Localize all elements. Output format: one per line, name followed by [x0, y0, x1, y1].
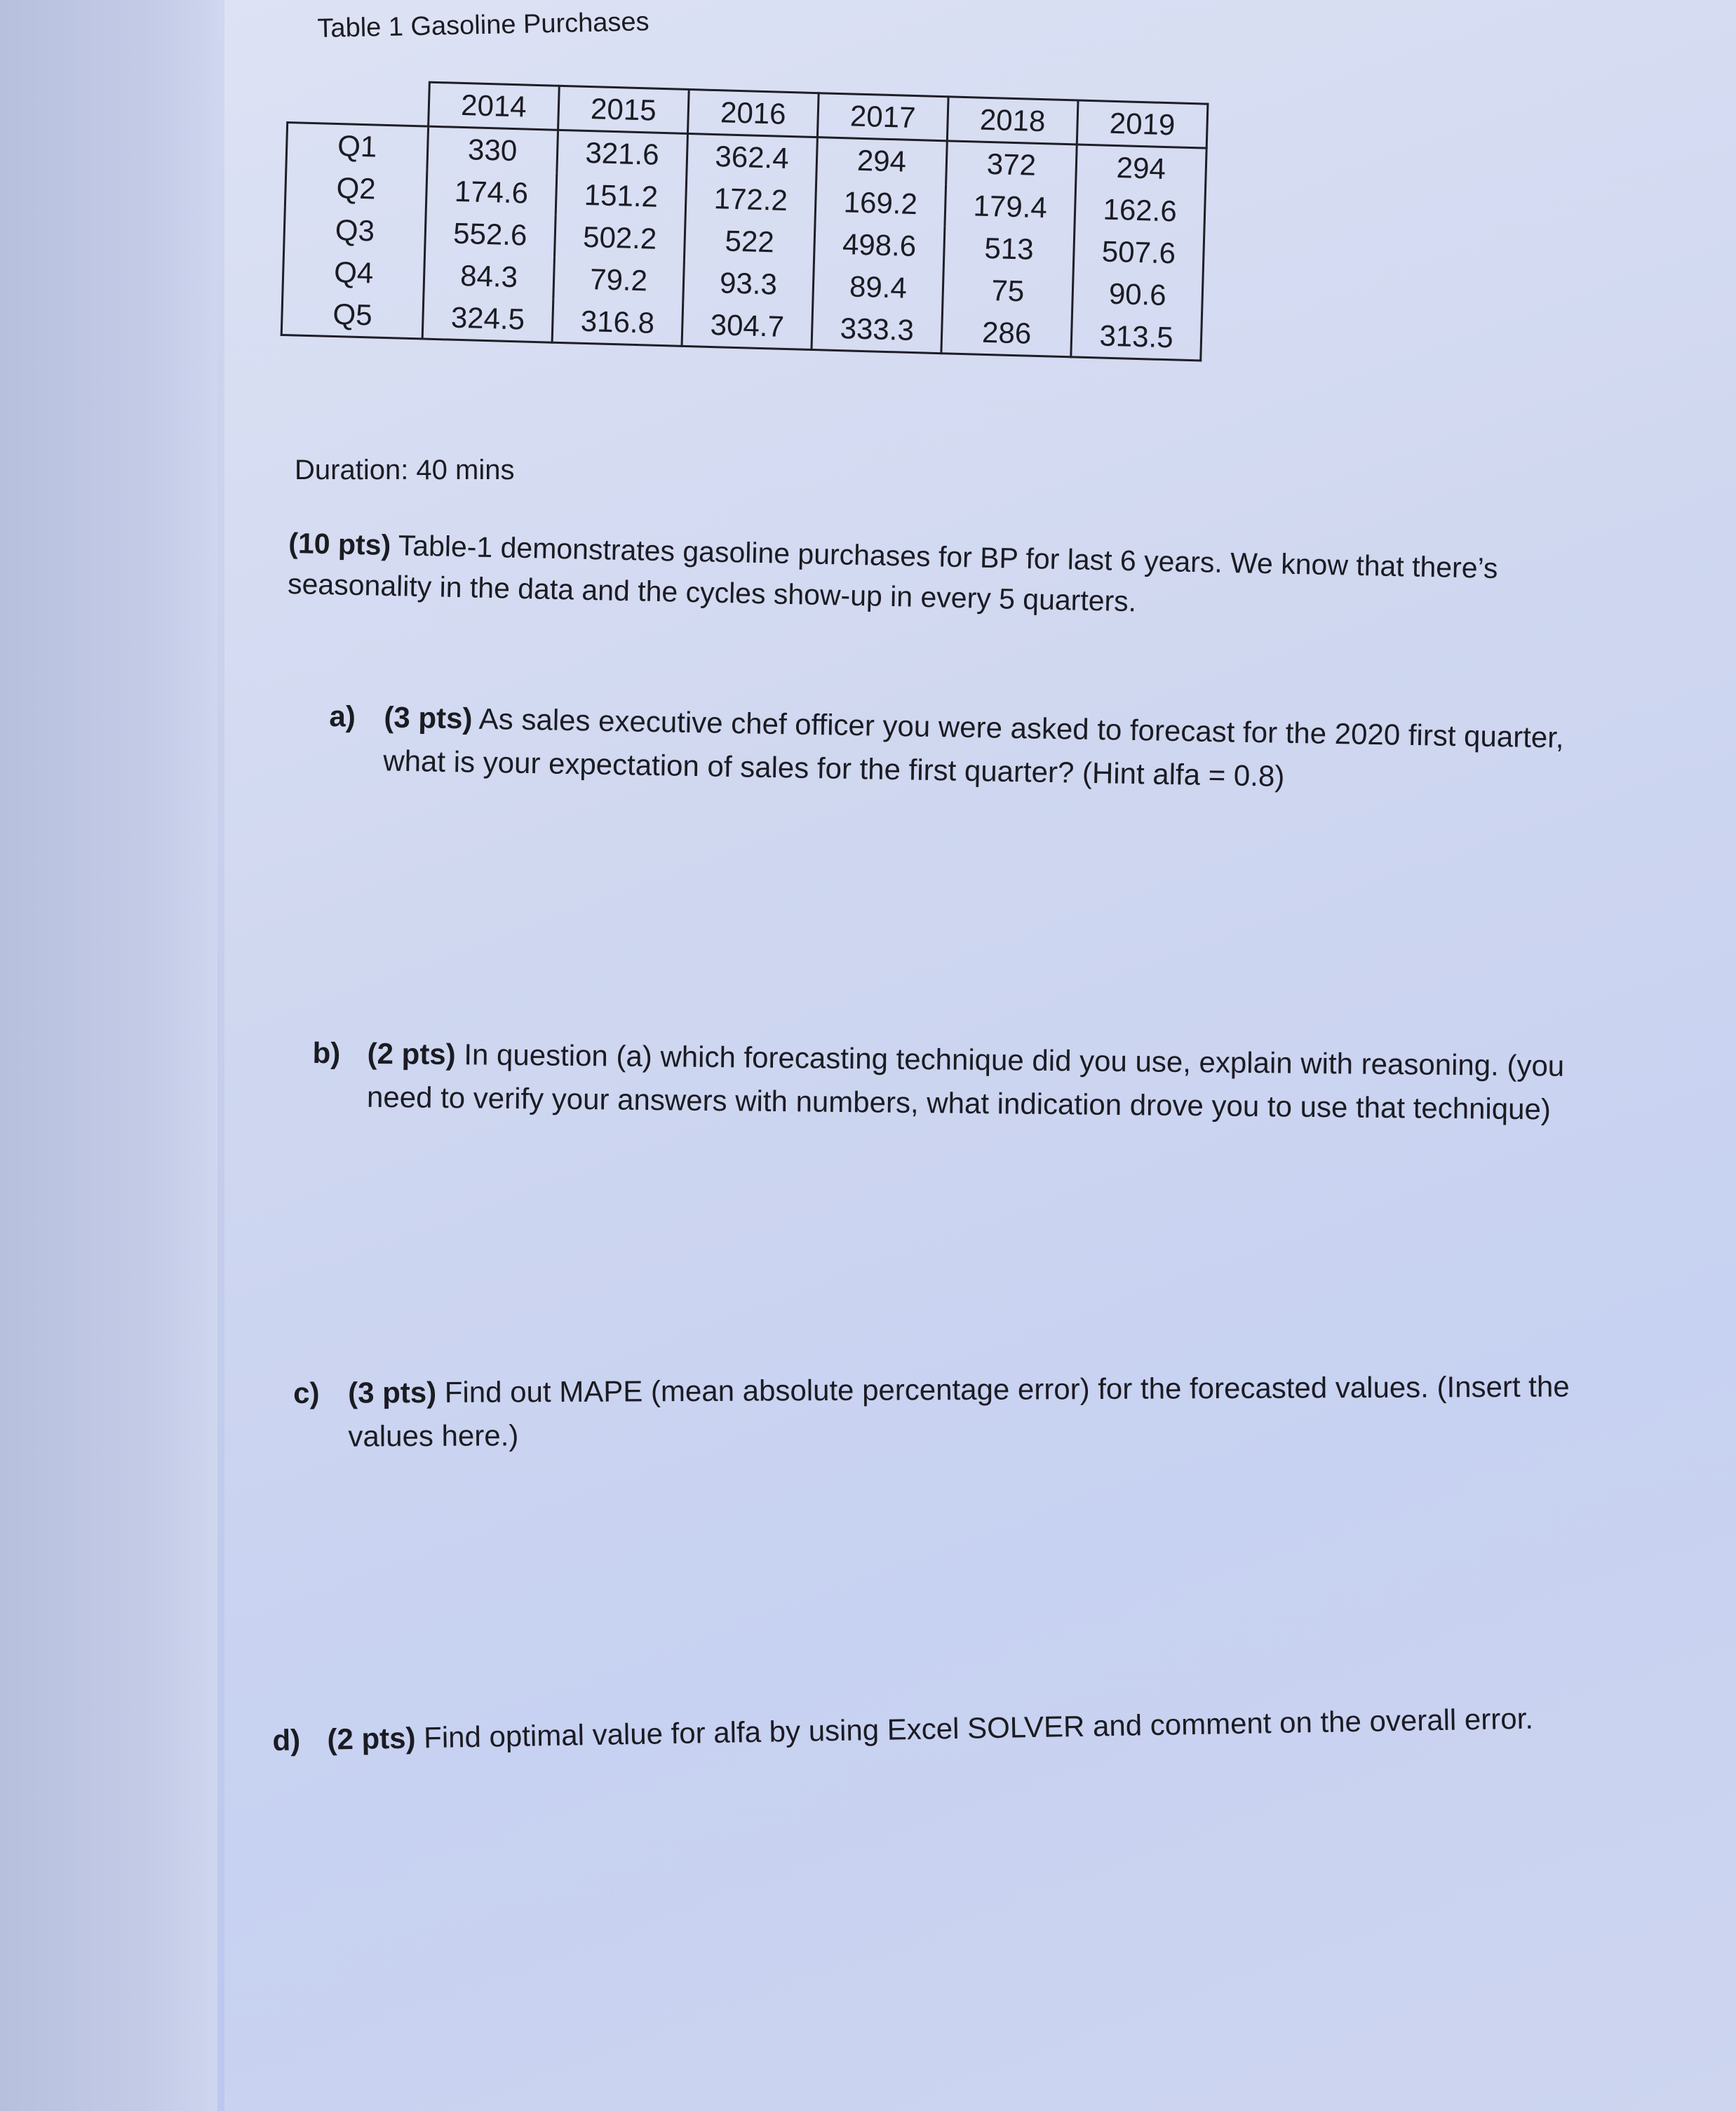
table-cell: 507.6 [1073, 229, 1204, 275]
table-cell: 502.2 [554, 215, 685, 261]
quarter-label: Q3 [284, 208, 426, 254]
table-cell: 93.3 [683, 261, 814, 307]
table-cell: 552.6 [425, 212, 556, 257]
table-cell: 151.2 [556, 173, 687, 219]
part-points: (3 pts) [384, 700, 473, 735]
table-cell: 362.4 [687, 133, 818, 180]
gasoline-table [281, 77, 1209, 362]
question-part-c [293, 1365, 1641, 1459]
table-cell: 316.8 [552, 300, 683, 347]
part-points: (2 pts) [367, 1036, 456, 1071]
table-cell: 162.6 [1075, 187, 1206, 233]
year-header: 2018 [947, 97, 1078, 145]
year-header: 2019 [1077, 100, 1208, 148]
table-corner [288, 79, 430, 127]
part-text: In question (a) which forecasting technique did you use, explain with reasoning. (you need to verify your answers with numbers, what indication drove you to use that technique) [366, 1038, 1565, 1126]
table-cell: 75 [943, 268, 1074, 314]
background-strip [0, 0, 217, 2111]
year-header: 2014 [429, 82, 560, 130]
table-cell: 313.5 [1071, 314, 1202, 361]
table-cell: 498.6 [814, 222, 945, 268]
table-title: Table 1 Gasoline Purchases [317, 7, 650, 43]
quarter-label: Q4 [283, 250, 425, 296]
table-cell: 79.2 [553, 257, 685, 303]
table-cell: 294 [1076, 145, 1207, 192]
quarter-label: Q5 [281, 292, 424, 339]
table-cell: 172.2 [685, 177, 816, 222]
table-cell: 84.3 [424, 254, 555, 300]
part-text: Find out MAPE (mean absolute percentage error) for the forecasted values. (Insert the values here.) [348, 1369, 1570, 1453]
duration-text: Duration: 40 mins [295, 455, 515, 485]
part-letter: b) [312, 1036, 341, 1070]
part-text: Find optimal value for alfa by using Excel SOLVER and comment on the overall error. [423, 1701, 1534, 1755]
table-cell: 333.3 [812, 307, 943, 354]
table-cell: 169.2 [815, 180, 946, 226]
table-cell: 174.6 [426, 170, 557, 215]
year-header: 2017 [817, 93, 948, 141]
part-letter: a) [329, 699, 356, 733]
table-cell: 89.4 [813, 264, 944, 310]
table-cell: 372 [946, 141, 1077, 188]
question-points: (10 pts) [288, 526, 391, 562]
table-cell: 286 [941, 310, 1072, 357]
year-header: 2016 [687, 89, 819, 137]
table-cell: 294 [816, 138, 948, 185]
question-part-b [312, 1031, 1624, 1132]
table-cell: 179.4 [945, 184, 1076, 229]
part-points: (3 pts) [348, 1375, 437, 1409]
part-text: As sales executive chef officer you were asked to forecast for the 2020 first quarter, what is your expectation of sales for the first quarter? (Hint alfa = 0.8) [382, 702, 1565, 793]
part-points: (2 pts) [327, 1721, 416, 1756]
question-text: Table-1 demonstrates gasoline purchases for BP for last 6 years. We know that there’s seasonality in the data and the cycles show-up in every 5 quarters. [287, 529, 1498, 618]
table-cell: 324.5 [422, 296, 553, 343]
year-header: 2015 [558, 86, 689, 133]
table-cell: 513 [943, 226, 1075, 272]
quarter-label: Q1 [286, 123, 429, 170]
quarter-label: Q2 [285, 166, 427, 212]
part-letter: d) [272, 1723, 301, 1757]
table-cell: 304.7 [682, 303, 813, 350]
table-cell: 90.6 [1072, 272, 1204, 317]
table-cell: 321.6 [557, 130, 688, 177]
table-cell: 522 [684, 219, 815, 264]
part-letter: c) [293, 1376, 320, 1409]
table-cell: 330 [427, 126, 558, 173]
